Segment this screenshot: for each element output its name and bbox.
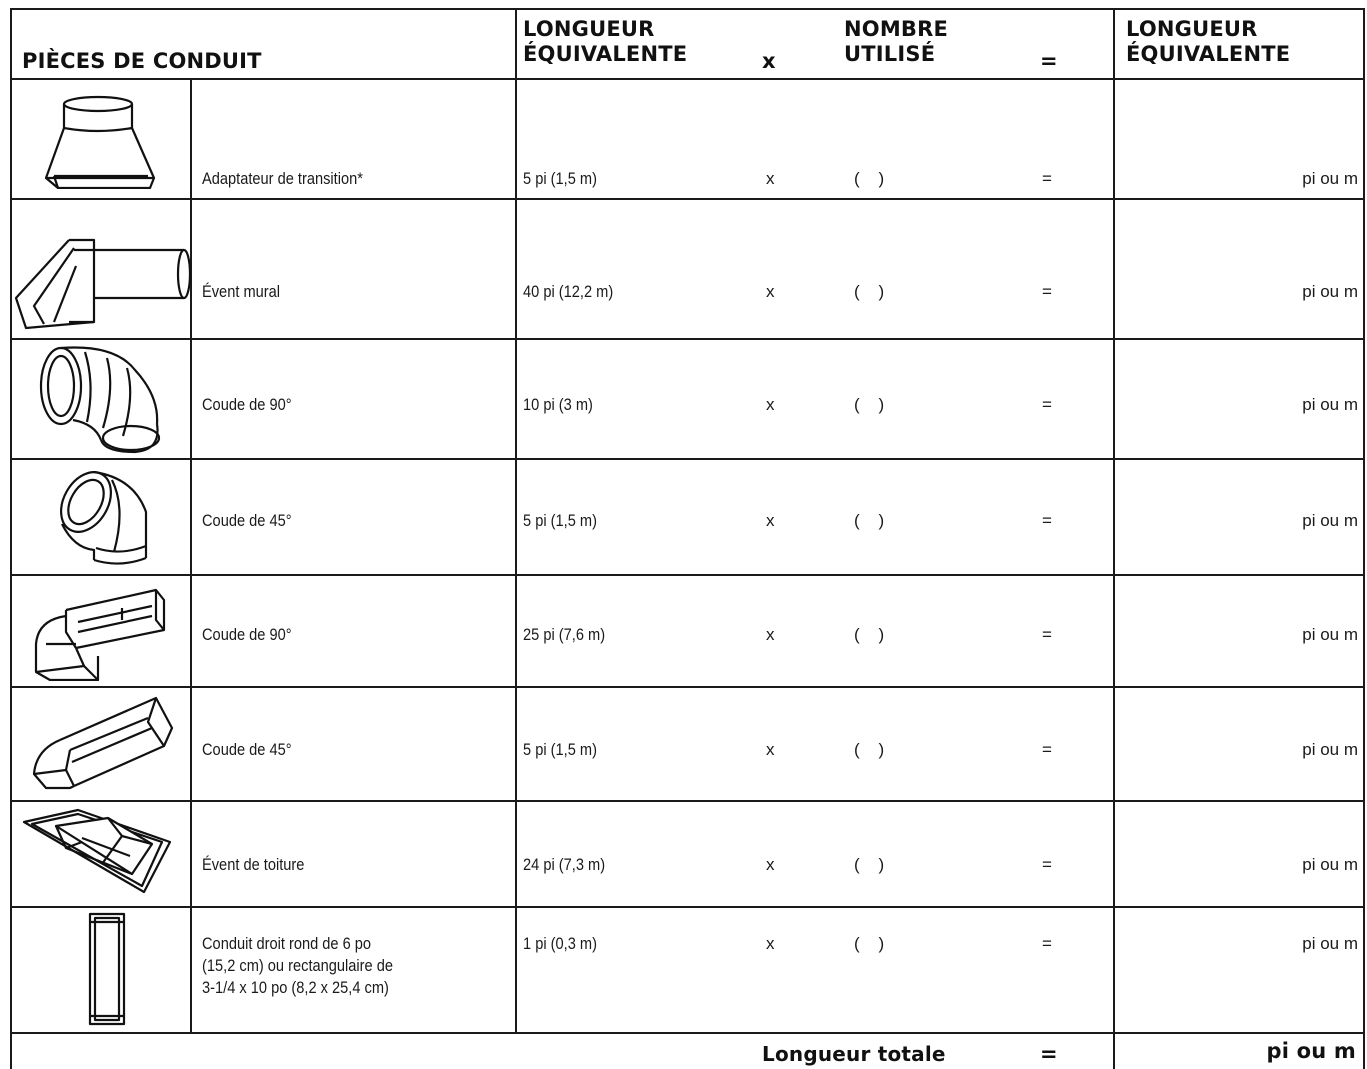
list-item-equals: =: [1042, 169, 1052, 188]
list-item-label: Coude de 90°: [202, 625, 292, 644]
list-item-equals: =: [1042, 625, 1052, 644]
list-item-equals: =: [1042, 511, 1052, 530]
row-divider: [10, 906, 1365, 908]
row-divider: [10, 686, 1365, 688]
list-item-times: x: [766, 395, 775, 414]
header-parts: PIÈCES DE CONDUIT: [22, 49, 262, 73]
rect-elbow-90-icon: [32, 586, 172, 681]
row-divider: [10, 198, 1365, 200]
duct-length-table: [10, 8, 1365, 1069]
list-item-length: 10 pi (3 m): [523, 395, 593, 414]
count-placeholder[interactable]: ( ): [854, 625, 885, 644]
count-placeholder[interactable]: ( ): [854, 855, 885, 874]
table-border-right: [1363, 8, 1365, 1069]
list-item-length: 5 pi (1,5 m): [523, 169, 597, 188]
count-placeholder[interactable]: ( ): [854, 395, 885, 414]
row-divider: [10, 574, 1365, 576]
header-equals: =: [1040, 49, 1058, 73]
list-item-times: x: [766, 740, 775, 759]
result-unit[interactable]: pi ou m: [1302, 934, 1358, 953]
result-unit[interactable]: pi ou m: [1302, 625, 1358, 644]
result-unit[interactable]: pi ou m: [1302, 282, 1358, 301]
list-item-label: Évent de toiture: [202, 855, 305, 874]
list-item-equals: =: [1042, 395, 1052, 414]
list-item-times: x: [766, 934, 775, 953]
list-item-equals: =: [1042, 855, 1052, 874]
list-item-length: 25 pi (7,6 m): [523, 625, 606, 644]
count-placeholder[interactable]: ( ): [854, 282, 885, 301]
row-divider: [10, 800, 1365, 802]
list-item-times: x: [766, 625, 775, 644]
list-item-equals: =: [1042, 740, 1052, 759]
list-item-times: x: [766, 855, 775, 874]
wall-vent-icon: [14, 236, 194, 331]
round-elbow-45-icon: [54, 468, 154, 568]
count-placeholder[interactable]: ( ): [854, 740, 885, 759]
column-divider: [190, 78, 192, 1034]
header-count-line2: UTILISÉ: [844, 42, 936, 66]
rect-elbow-45-icon: [30, 694, 175, 794]
result-unit[interactable]: pi ou m: [1302, 169, 1358, 188]
table-border-left: [10, 8, 12, 1069]
list-item-length: 24 pi (7,3 m): [523, 855, 606, 874]
total-unit[interactable]: pi ou m: [1266, 1039, 1356, 1063]
list-item-length: 5 pi (1,5 m): [523, 511, 597, 530]
roof-vent-icon: [22, 808, 172, 898]
result-unit[interactable]: pi ou m: [1302, 511, 1358, 530]
header-times: x: [762, 49, 776, 73]
table-border-top: [10, 8, 1365, 10]
list-item-equals: =: [1042, 282, 1052, 301]
list-item-length: 5 pi (1,5 m): [523, 740, 597, 759]
straight-duct-icon: [88, 912, 128, 1028]
list-item-times: x: [766, 511, 775, 530]
count-placeholder[interactable]: ( ): [854, 169, 885, 188]
round-elbow-90-icon: [35, 344, 165, 454]
footer-divider: [10, 1032, 1365, 1034]
column-divider: [515, 8, 517, 1034]
list-item-label: Coude de 45°: [202, 740, 292, 759]
list-item-equals: =: [1042, 934, 1052, 953]
result-unit[interactable]: pi ou m: [1302, 740, 1358, 759]
header-length-line1: LONGUEUR: [523, 17, 655, 41]
list-item-length: 1 pi (0,3 m): [523, 934, 597, 953]
list-item-times: x: [766, 282, 775, 301]
result-unit[interactable]: pi ou m: [1302, 855, 1358, 874]
count-placeholder[interactable]: ( ): [854, 934, 885, 953]
list-item-times: x: [766, 169, 775, 188]
total-length-label: Longueur totale: [762, 1042, 946, 1066]
transition-adapter-icon: [40, 94, 160, 189]
total-equals: =: [1040, 1042, 1058, 1066]
list-item-label: Coude de 45°: [202, 511, 292, 530]
list-item-label: Évent mural: [202, 282, 281, 301]
row-divider: [10, 458, 1365, 460]
header-total-line2: ÉQUIVALENTE: [1126, 42, 1291, 66]
count-placeholder[interactable]: ( ): [854, 511, 885, 530]
list-item-label: Adaptateur de transition*: [202, 169, 363, 188]
row-divider: [10, 338, 1365, 340]
result-unit[interactable]: pi ou m: [1302, 395, 1358, 414]
header-total-line1: LONGUEUR: [1126, 17, 1258, 41]
list-item-label: Conduit droit rond de 6 po (15,2 cm) ou rectangulaire de 3-1/4 x 10 po (8,2 x 25,4 cm): [202, 934, 393, 997]
list-item-length: 40 pi (12,2 m): [523, 282, 614, 301]
column-divider: [1113, 8, 1115, 1069]
list-item-label: Coude de 90°: [202, 395, 292, 414]
header-length-line2: ÉQUIVALENTE: [523, 42, 688, 66]
header-divider: [10, 78, 1365, 80]
header-count-line1: NOMBRE: [844, 17, 949, 41]
